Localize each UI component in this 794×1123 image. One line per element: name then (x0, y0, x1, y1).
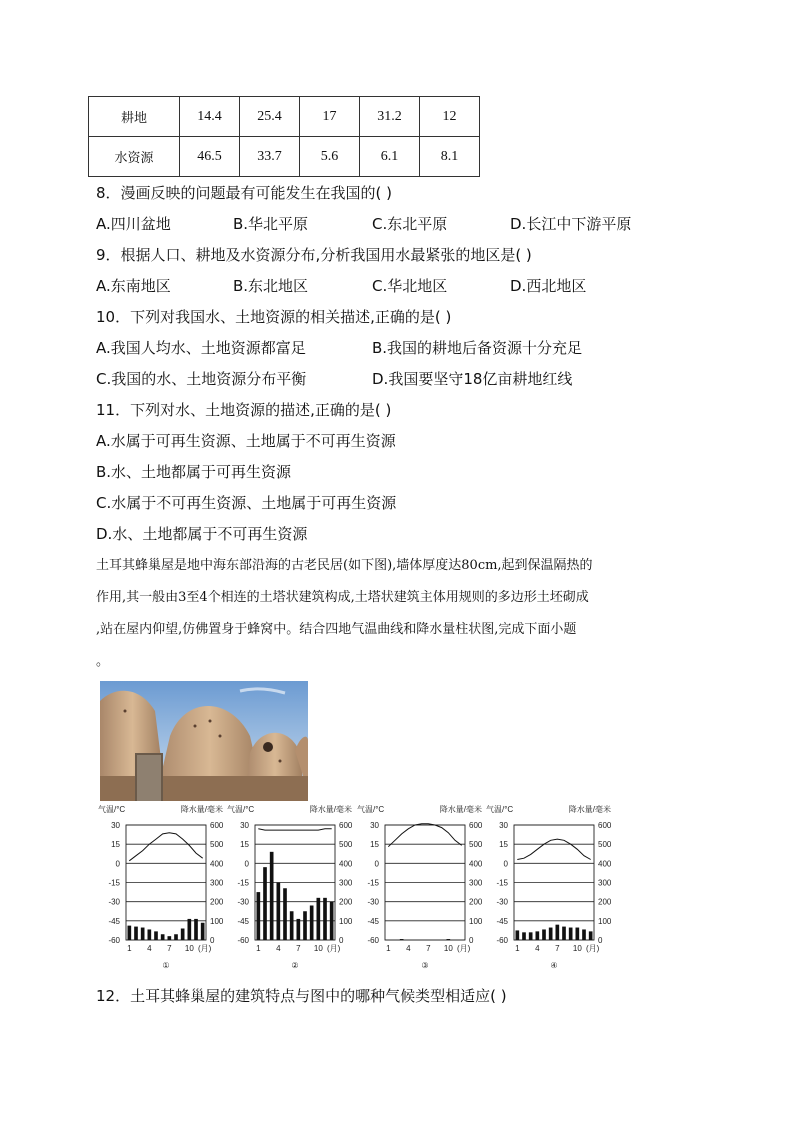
precip-bar (263, 867, 267, 940)
precip-tick-label: 200 (339, 897, 353, 907)
precip-axis-title: 降水量/毫米 (180, 805, 223, 814)
question-10-option-d: D.我国要坚守18亿亩耕地红线 (372, 370, 573, 388)
passage-line: 作用,其一般由3至4个相连的土塔状建筑构成,土塔状建筑主体用规则的多边形土坯砌成 (96, 590, 589, 605)
precip-bar (582, 929, 586, 940)
temp-tick-label: 15 (240, 840, 249, 850)
precip-axis-title: 降水量/毫米 (439, 805, 482, 814)
table-cell: 25.4 (240, 97, 300, 137)
month-unit-label: (月) (586, 944, 600, 953)
month-unit-label: (月) (457, 944, 471, 953)
precip-tick-label: 400 (339, 859, 353, 869)
month-tick-label: 10 (184, 944, 194, 953)
precip-tick-label: 100 (339, 916, 353, 926)
temp-tick-label: -45 (237, 916, 249, 926)
reading-passage (96, 550, 700, 678)
temp-tick-label: -15 (237, 878, 249, 888)
question-8-option-d: D.长江中下游平原 (510, 215, 632, 233)
precip-bar (174, 934, 178, 940)
passage-line: 土耳其蜂巢屋是地中海东部沿海的古老民居(如下图),墙体厚度达80cm,起到保温隔热的 (96, 558, 593, 573)
month-tick-label: 1 (127, 944, 132, 953)
table-cell: 31.2 (360, 97, 420, 137)
climate-chart-4 (484, 803, 614, 971)
temp-curve (517, 839, 590, 859)
precip-tick-label: 600 (210, 821, 224, 830)
table-cell: 5.6 (300, 137, 360, 177)
precip-bar (447, 939, 451, 940)
question-9-stem: 9．根据人口、耕地及水资源分布,分析我国用水最紧张的地区是( ) (96, 246, 532, 264)
precip-tick-label: 300 (469, 878, 483, 888)
question-8-option-a: A.四川盆地 (96, 215, 171, 233)
precip-bar (277, 883, 281, 941)
question-9-option-c: C.华北地区 (372, 277, 448, 295)
temp-tick-label: -60 (496, 936, 508, 945)
table-cell: 8.1 (420, 137, 480, 177)
month-tick-label: 4 (535, 944, 540, 953)
climate-chart-3 (355, 803, 485, 971)
temp-tick-label: -15 (367, 878, 379, 888)
precip-tick-label: 500 (598, 840, 612, 850)
precip-tick-label: 500 (210, 840, 224, 850)
precip-bar (400, 939, 404, 940)
precip-bar (522, 932, 526, 940)
month-tick-label: 4 (147, 944, 152, 953)
temp-tick-label: 15 (111, 840, 120, 850)
precip-tick-label: 600 (339, 821, 353, 830)
passage-line: ,站在屋内仰望,仿佛置身于蜂窝中。结合四地气温曲线和降水量柱状图,完成下面小题 (96, 622, 577, 637)
question-9-option-d: D.西北地区 (510, 277, 587, 295)
month-tick-label: 1 (515, 944, 520, 953)
row-label: 耕地 (89, 97, 180, 137)
month-tick-label: 1 (256, 944, 261, 953)
precip-tick-label: 300 (339, 878, 353, 888)
temp-tick-label: -60 (367, 936, 379, 945)
month-tick-label: 1 (386, 944, 391, 953)
precip-tick-label: 0 (339, 936, 344, 945)
precip-tick-label: 200 (469, 897, 483, 907)
temp-curve (129, 833, 202, 861)
temp-tick-label: 30 (240, 821, 249, 830)
precip-bar (134, 927, 138, 940)
precip-bar (257, 892, 261, 940)
month-tick-label: 4 (406, 944, 411, 953)
question-11-stem: 11．下列对水、土地资源的描述,正确的是( ) (96, 401, 392, 419)
temp-tick-label: -45 (496, 916, 508, 926)
month-tick-label: 10 (572, 944, 582, 953)
table-cell: 6.1 (360, 137, 420, 177)
temp-tick-label: -60 (108, 936, 120, 945)
precip-tick-label: 400 (469, 859, 483, 869)
precip-bar (188, 919, 192, 940)
temp-tick-label: 0 (503, 859, 508, 869)
precip-tick-label: 500 (339, 840, 353, 850)
table-cell: 33.7 (240, 137, 300, 177)
month-tick-label: 10 (313, 944, 323, 953)
table-cell: 17 (300, 97, 360, 137)
precip-bar (303, 911, 307, 940)
precip-tick-label: 300 (598, 878, 612, 888)
temp-tick-label: -30 (237, 897, 249, 907)
question-9-option-a: A.东南地区 (96, 277, 171, 295)
precip-tick-label: 200 (210, 897, 224, 907)
question-8-option-c: C.东北平原 (372, 215, 448, 233)
precip-bar (556, 925, 560, 940)
temp-tick-label: -30 (108, 897, 120, 907)
precip-bar (168, 936, 172, 940)
precip-tick-label: 0 (598, 936, 603, 945)
temp-tick-label: 0 (115, 859, 120, 869)
precip-tick-label: 600 (598, 821, 612, 830)
temp-curve (258, 829, 331, 830)
question-10-option-c: C.我国的水、土地资源分布平衡 (96, 370, 307, 388)
precip-bar (201, 923, 205, 940)
precip-tick-label: 0 (210, 936, 215, 945)
precip-bar (542, 929, 546, 940)
table-cell: 14.4 (180, 97, 240, 137)
climate-chart-2 (225, 803, 355, 971)
question-10-option-b: B.我国的耕地后备资源十分充足 (372, 339, 583, 357)
month-tick-label: 10 (443, 944, 453, 953)
precip-bar (323, 898, 327, 940)
precip-bar (141, 928, 145, 940)
temp-tick-label: 30 (111, 821, 120, 830)
precip-bar (549, 928, 553, 940)
precip-bar (569, 928, 573, 940)
precip-tick-label: 400 (598, 859, 612, 869)
temp-tick-label: -30 (496, 897, 508, 907)
passage-line: 。 (96, 654, 110, 669)
precip-tick-label: 0 (469, 936, 474, 945)
month-unit-label: (月) (327, 944, 341, 953)
temp-tick-label: 15 (370, 840, 379, 850)
temp-tick-label: 30 (370, 821, 379, 830)
precip-axis-title: 降水量/毫米 (309, 805, 352, 814)
precip-bar (536, 931, 540, 940)
precip-bar (576, 928, 580, 940)
row-label: 水资源 (89, 137, 180, 177)
table-cell: 46.5 (180, 137, 240, 177)
temp-tick-label: 0 (374, 859, 379, 869)
temp-tick-label: -15 (108, 878, 120, 888)
table-cell: 12 (420, 97, 480, 137)
question-10-stem: 10．下列对我国水、土地资源的相关描述,正确的是( ) (96, 308, 452, 326)
precip-tick-label: 100 (210, 916, 224, 926)
precip-bar (589, 931, 593, 940)
chart-number-label: ④ (550, 961, 558, 970)
precip-tick-label: 500 (469, 840, 483, 850)
chart-number-label: ③ (421, 961, 429, 970)
precip-bar (529, 932, 533, 940)
temp-tick-label: 0 (244, 859, 249, 869)
precip-bar (148, 929, 152, 940)
precip-bar (194, 919, 198, 940)
precip-bar (283, 888, 287, 940)
temp-tick-label: -60 (237, 936, 249, 945)
question-9-option-b: B.东北地区 (233, 277, 309, 295)
precip-bar (317, 898, 321, 940)
question-11-option-a: A.水属于可再生资源、土地属于不可再生资源 (96, 432, 396, 450)
precip-bar (154, 931, 158, 940)
month-unit-label: (月) (198, 944, 212, 953)
precip-bar (128, 926, 132, 940)
month-tick-label: 7 (296, 944, 301, 953)
precip-tick-label: 600 (469, 821, 483, 830)
temp-tick-label: -45 (367, 916, 379, 926)
precip-bar (310, 906, 314, 941)
question-8-stem: 8．漫画反映的问题最有可能发生在我国的( ) (96, 184, 393, 202)
chart-number-label: ① (162, 961, 170, 970)
temp-tick-label: -30 (367, 897, 379, 907)
precip-axis-title: 降水量/毫米 (568, 805, 611, 814)
resource-table (88, 96, 480, 177)
temp-axis-title: 气温/°C (486, 805, 514, 814)
question-8-option-b: B.华北平原 (233, 215, 309, 233)
temp-tick-label: -45 (108, 916, 120, 926)
precip-bar (330, 902, 334, 940)
temp-axis-title: 气温/°C (98, 805, 126, 814)
question-11-option-b: B.水、土地都属于可再生资源 (96, 463, 292, 481)
table-row (89, 97, 480, 137)
precip-tick-label: 400 (210, 859, 224, 869)
month-tick-label: 7 (426, 944, 431, 953)
precip-tick-label: 200 (598, 897, 612, 907)
temp-axis-title: 气温/°C (227, 805, 255, 814)
precip-bar (161, 934, 165, 940)
precip-bar (270, 852, 274, 940)
temp-tick-label: 15 (499, 840, 508, 850)
question-11-option-d: D.水、土地都属于不可再生资源 (96, 525, 308, 543)
temp-tick-label: 30 (499, 821, 508, 830)
precip-tick-label: 300 (210, 878, 224, 888)
climate-chart-1 (96, 803, 226, 971)
precip-tick-label: 100 (469, 916, 483, 926)
precip-bar (181, 929, 185, 941)
month-tick-label: 4 (276, 944, 281, 953)
beehive-house-photo (100, 681, 308, 801)
chart-number-label: ② (291, 961, 299, 970)
precip-bar (562, 927, 566, 940)
month-tick-label: 7 (167, 944, 172, 953)
temp-axis-title: 气温/°C (357, 805, 385, 814)
precip-tick-label: 100 (598, 916, 612, 926)
temp-tick-label: -15 (496, 878, 508, 888)
question-11-option-c: C.水属于不可再生资源、土地属于可再生资源 (96, 494, 397, 512)
precip-bar (290, 911, 294, 940)
question-12-stem: 12．土耳其蜂巢屋的建筑特点与图中的哪种气候类型相适应( ) (96, 987, 507, 1005)
table-row (89, 137, 480, 177)
month-tick-label: 7 (555, 944, 560, 953)
precip-bar (297, 919, 301, 940)
temp-curve (388, 824, 461, 847)
question-10-option-a: A.我国人均水、土地资源都富足 (96, 339, 306, 357)
precip-bar (516, 930, 520, 940)
